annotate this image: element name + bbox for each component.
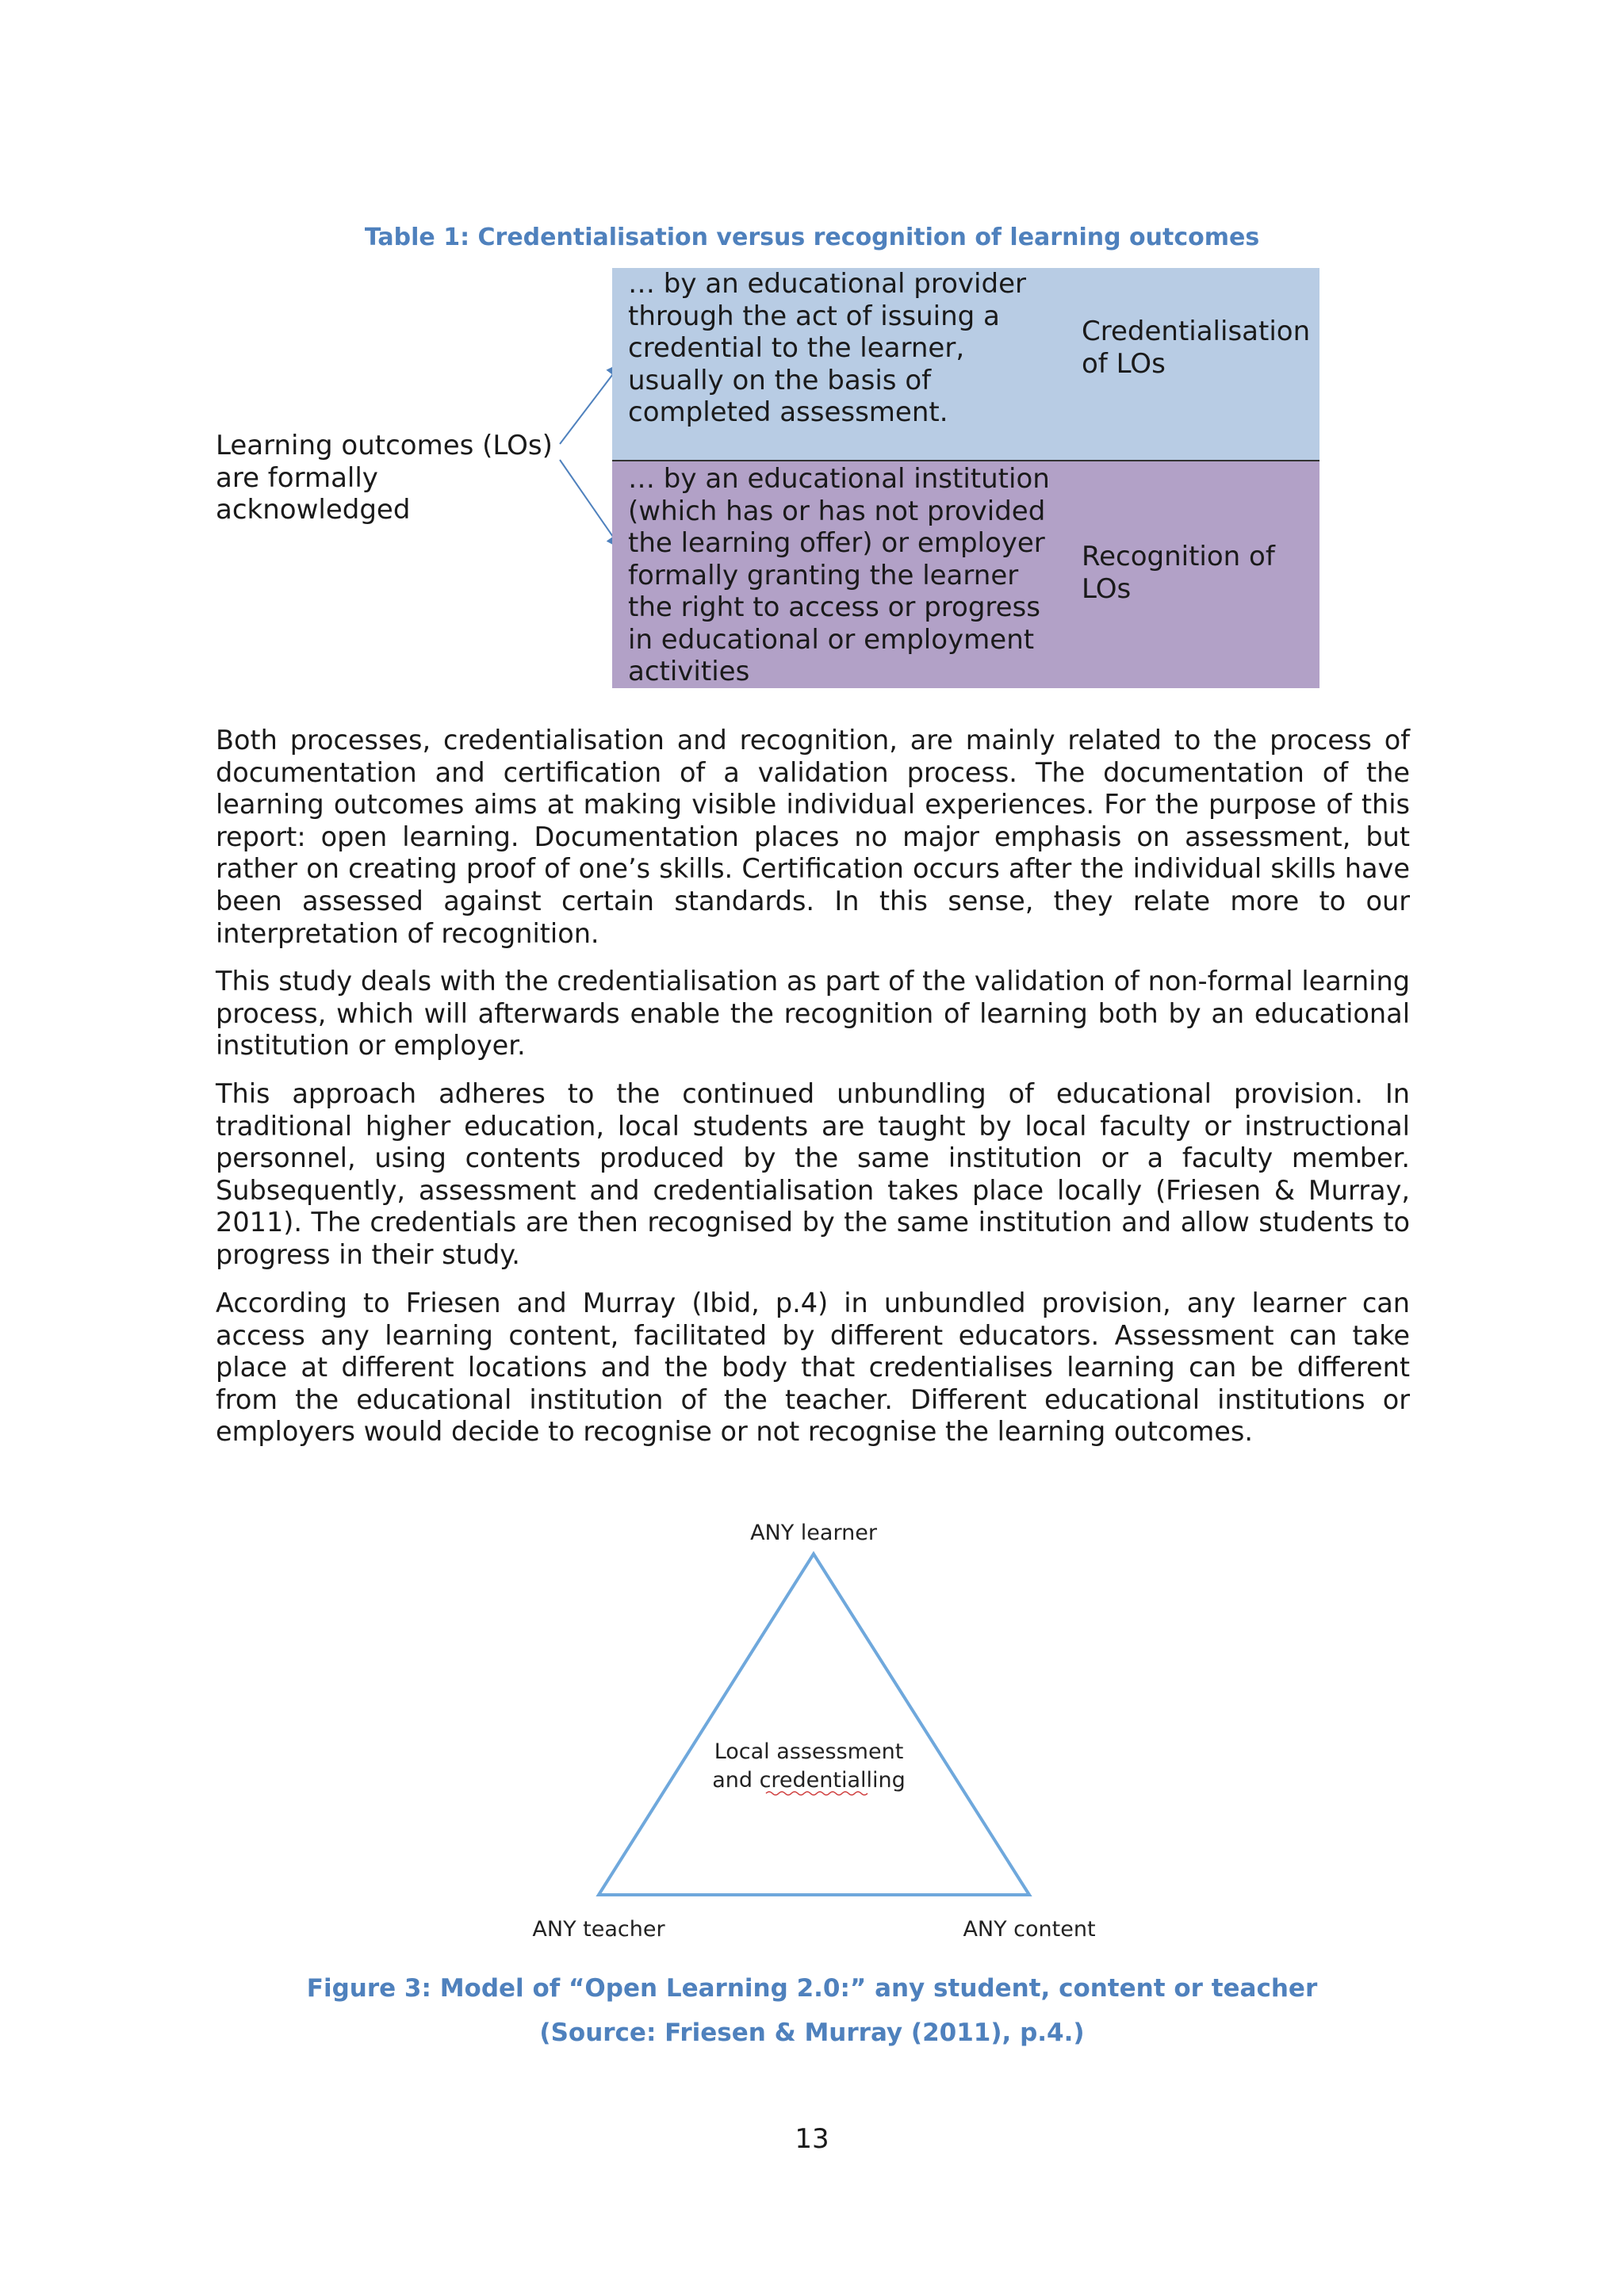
recognition-description: … by an educational institution (which has or has not provided the learning offer) or employer formally granting the learner the right to access or progress in educational or employment activities	[628, 463, 1050, 687]
paragraph: This study deals with the credentialisation as part of the validation of non-formal learning process, which will afterwards enable the recognition of learning both by an educational institution or employer.	[216, 966, 1410, 1062]
figure-caption: Figure 3: Model of “Open Learning 2.0:” any student, content or teacher	[306, 1974, 1318, 2003]
open-learning-triangle-figure	[523, 1506, 1110, 1950]
figure-source: (Source: Friesen & Murray (2011), p.4.)	[539, 2019, 1085, 2047]
recognition-label: Recognition of LOs	[1082, 541, 1275, 605]
credentialisation-label: Credentialisation of LOs	[1082, 316, 1311, 380]
label-any-learner: ANY learner	[750, 1521, 877, 1545]
page-number: 13	[795, 2123, 829, 2155]
paragraph: According to Friesen and Murray (Ibid, p.4) in unbundled provision, any learner can access any learning content, facilitated by different educators. Assessment can take place at different locations and the body that credentialises learning can be different from the educational institution of the teacher. Different educational institutions or employers would decide to recognise or not recognise the learning outcomes.	[216, 1288, 1410, 1448]
table-caption: Table 1: Credentialisation versus recognition of learning outcomes	[364, 224, 1260, 251]
arrow-to-credentialisation	[560, 365, 620, 444]
credentialisation-row	[612, 268, 1320, 461]
arrow-to-recognition	[560, 460, 620, 547]
credentialisation-description: … by an educational provider through the act of issuing a credential to the learner, usually on the basis of completed assessment.	[628, 268, 1026, 428]
center-text-line-2: and credentialling	[712, 1768, 906, 1793]
triangle-shape	[599, 1554, 1029, 1895]
recognition-row	[612, 461, 1320, 688]
learning-outcomes-label: Learning outcomes (LOs) are formally acknowledged	[216, 430, 553, 526]
paragraph: Both processes, credentialisation and recognition, are mainly related to the process of documentation and certification of a validation process. The documentation of the learning outcomes aims at making visible individual experiences. For the purpose of this report: open learning. Documentation places no major emphasis on assessment, but rather on creating proof of one’s skills. Certification occurs after the individual skills have been assessed against certain standards. In this sense, they relate more to our interpretation of recognition.	[216, 725, 1410, 949]
label-any-content: ANY content	[963, 1917, 1096, 1942]
center-text-line-1: Local assessment	[714, 1739, 904, 1764]
paragraph: This approach adheres to the continued unbundling of educational provision. In traditional higher education, local students are taught by local faculty or instructional personnel, using contents produced by the same institution or a faculty member. Subsequently, assessment and credentialisation takes place locally (Friesen & Murray, 2011). The credentials are then recognised by the same institution and allow students to progress in their study.	[216, 1078, 1410, 1270]
label-any-teacher: ANY teacher	[532, 1917, 665, 1942]
